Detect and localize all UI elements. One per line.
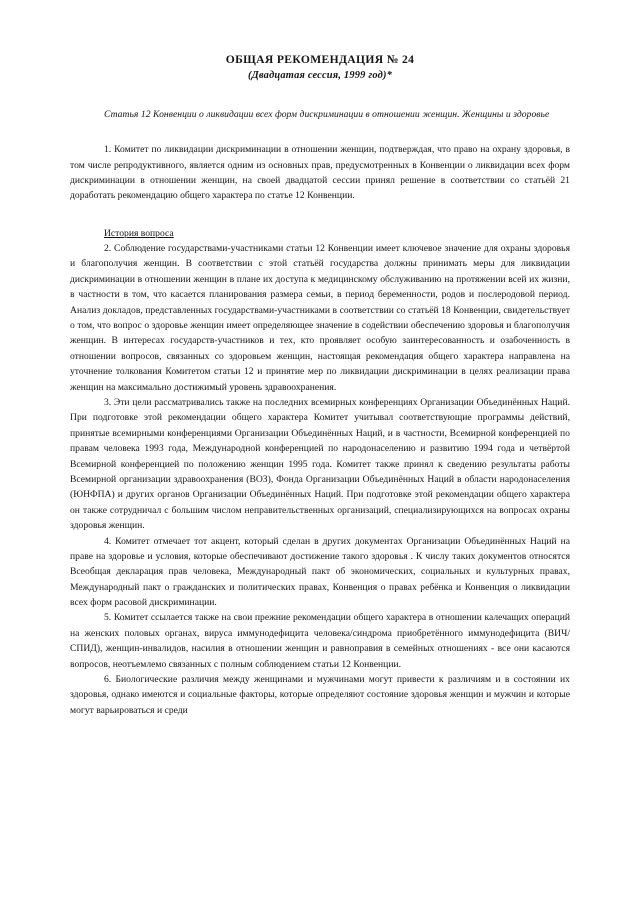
- section-heading-label: История вопроса: [104, 227, 174, 239]
- paragraph-5: 5. Комитет ссылается также на свои прежние рекомендации общего характера в отношении калечащих операций на женских половых органах, вируса иммунодефицита человека/синдрома приобретённого иммунодефицита (ВИЧ/СПИД), женщин-инвалидов, насилия в отношении женщин и равноправия в семейных отношениях - все они касаются вопросов, неотъемлемо связанных с полным соблюдением статьи 12 Конвенции.: [70, 612, 570, 670]
- paragraph-1: 1. Комитет по ликвидации дискриминации в отношении женщин, подтверждая, что право на охрану здоровья, в том числе репродуктивного, является одним из основных прав, предусмотренных в Конвенции о ликвидации всех форм дискриминации в отношении женщин, на своей двадцатой сессии принял решение в соответствии со статьёй 21 доработать рекомендацию общего характера по статье 12 Конвенции.: [70, 144, 570, 202]
- section-heading-background: [70, 226, 570, 241]
- paragraph-6: 6. Биологические различия между женщинами и мужчинами могут привести к различиям и в состоянии их здоровья, однако имеются и социальные факторы, которые определяют состояние здоровья женщин и мужчин и которые могут варьироваться и среди: [70, 674, 570, 716]
- article-reference-line: Статья 12 Конвенции о ликвидации всех форм дискриминации в отношении женщин. Женщины и здоровье: [104, 108, 550, 120]
- document-subtitle: (Двадцатая сессия, 1999 год)*: [247, 69, 393, 81]
- paragraph-4: 4. Комитет отмечает тот акцент, который сделан в других документах Организации Объединённых Наций на праве на здоровье и условия, которые обеспечивают достижение такого здоровья . К числу таких документов относятся Всеобщая декларация прав человека, Международный пакт об экономических, социальных и культурных правах, Международный пакт о гражданских и политических правах, Конвенция о правах ребёнка и Конвенция о ликвидации всех форм расовой дискриминации.: [70, 535, 570, 609]
- paragraph-2: 2. Соблюдение государствами-участниками статьи 12 Конвенции имеет ключевое значение для охраны здоровья и благополучия женщин. В соответствии с этой статьёй государства должны принимать меры для ликвидации дискриминации в отношении женщин в плане их доступа к медицинскому обслуживанию на протяжении всей их жизни, в частности в том, что касается планирования размера семьи, в период беременности, родов и послеродовой период. Анализ докладов, представленных государствами-участниками в соответствии со статьёй 18 Конвенции, свидетельствует о том, что вопрос о здоровье женщин имеет определяющее значение в содействии обеспечению здоровья и благополучия женщин. В интересах государств-участников и тех, кто проявляет особую заинтересованность и озабоченность в отношении вопросов, связанных со здоровьем женщин, настоящая рекомендация общего характера направлена на уточнение толкования Комитетом статьи 12 и принятие мер по ликвидации дискриминации в целях реализации права женщин на максимально достижимый уровень здравоохранения.: [70, 243, 570, 393]
- document-title: ОБЩАЯ РЕКОМЕНДАЦИЯ № 24: [225, 53, 415, 66]
- paragraph-3: 3. Эти цели рассматривались также на последних всемирных конференциях Организации Объединённых Наций. При подготовке этой рекомендации общего характера Комитет учитывал соответствующие программы действий, принятые всемирными конференциями Организации Объединённых Наций, и в частности, Всемирной конференцией по правам человека 1993 года, Международной конференцией по народонаселению и развитию 1994 года и четвёртой Всемирной конференцией по положению женщин 1995 года. Комитет также принял к сведению результаты работы Всемирной организации здравоохранения (ВОЗ), Фонда Организации Объединённых Наций в области народонаселения (ЮНФПА) и других органов Организации Объединённых Наций. При подготовке этой рекомендации общего характера он также сотрудничал с большим числом неправительственных организаций, специализирующихся на вопросах охраны здоровья женщин.: [70, 396, 570, 532]
